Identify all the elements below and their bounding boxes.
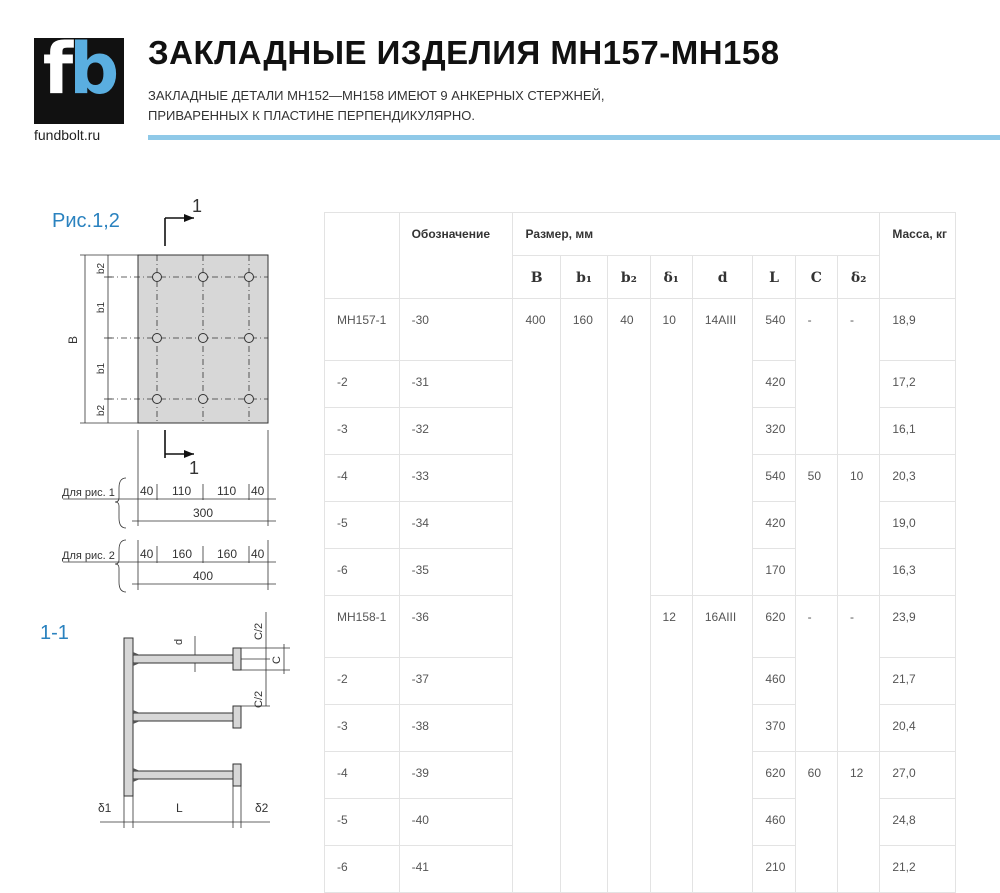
th-designation: Обозначение xyxy=(399,213,513,299)
sec-delta2-label: δ2 xyxy=(255,801,269,815)
cell-mark: МН157-1 xyxy=(325,299,400,361)
fig2-total: 400 xyxy=(193,569,214,583)
fig2-dim-3: 160 xyxy=(217,547,238,561)
sec-delta1-label: δ1 xyxy=(98,801,112,815)
th-size: Размер, мм xyxy=(513,213,880,256)
th-delta2: δ₂ xyxy=(838,256,880,299)
cell-mark: МН158-1 xyxy=(325,596,400,658)
cell-delta2: - xyxy=(838,299,880,455)
cell-code: -41 xyxy=(399,846,513,893)
cell-L: 460 xyxy=(753,799,795,846)
th-L: L xyxy=(753,256,795,299)
cell-code: -40 xyxy=(399,799,513,846)
cell-code: -37 xyxy=(399,658,513,705)
subtitle-line-1: ЗАКЛАДНЫЕ ДЕТАЛИ МН152—МН158 ИМЕЮТ 9 АНКЕРНЫХ СТЕРЖНЕЙ, xyxy=(148,88,605,103)
cell-L: 460 xyxy=(753,658,795,705)
cell-L: 320 xyxy=(753,408,795,455)
cell-delta2: - xyxy=(838,596,880,752)
cell-C: 60 xyxy=(795,752,837,893)
figure-label: Рис.1,2 xyxy=(52,210,120,232)
cell-mark: -5 xyxy=(325,502,400,549)
cell-L: 370 xyxy=(753,705,795,752)
cell-L: 210 xyxy=(753,846,795,893)
vertical-dimension-lines xyxy=(80,255,138,423)
dim-label-b2-top: b2 xyxy=(96,262,107,274)
fig1-total: 300 xyxy=(193,506,214,520)
cell-code: -35 xyxy=(399,549,513,596)
sec-c2-bottom-label: C/2 xyxy=(253,690,265,708)
for-fig2-label: Для рис. 2 xyxy=(62,550,115,562)
cell-B: 400 xyxy=(513,299,560,893)
dim-label-b1-lower: b1 xyxy=(96,362,107,374)
cell-mark: -6 xyxy=(325,846,400,893)
th-b2: b₂ xyxy=(608,256,650,299)
cell-mark: -3 xyxy=(325,408,400,455)
cell-delta2: 10 xyxy=(838,455,880,596)
cell-d: 14АIII xyxy=(692,299,752,596)
cell-mass: 16,3 xyxy=(880,549,956,596)
th-blank xyxy=(325,213,400,299)
cut-mark-bottom: 1 xyxy=(189,458,200,478)
cell-C: 50 xyxy=(795,455,837,596)
sec-c-label: C xyxy=(271,656,283,664)
cell-mark: -2 xyxy=(325,361,400,408)
cell-mass: 21,7 xyxy=(880,658,956,705)
dim-label-b1-upper: b1 xyxy=(96,301,107,313)
subtitle-line-2: ПРИВАРЕННЫХ К ПЛАСТИНЕ ПЕРПЕНДИКУЛЯРНО. xyxy=(148,108,476,123)
cell-code: -34 xyxy=(399,502,513,549)
cell-b2: 40 xyxy=(608,299,650,893)
sec-c2-top-label: C/2 xyxy=(253,622,265,640)
fig1-dim-1: 40 xyxy=(140,484,154,498)
cell-mass: 19,0 xyxy=(880,502,956,549)
sec-L-label: L xyxy=(176,801,183,815)
cell-L: 620 xyxy=(753,596,795,658)
cell-mass: 18,9 xyxy=(880,299,956,361)
technical-drawing xyxy=(0,0,320,850)
cut-mark-top: 1 xyxy=(192,196,203,216)
cell-mark: -6 xyxy=(325,549,400,596)
cell-code: -33 xyxy=(399,455,513,502)
cell-C: - xyxy=(795,596,837,752)
sec-d-label: d xyxy=(173,638,185,645)
th-delta1: δ₁ xyxy=(650,256,692,299)
page-title: ЗАКЛАДНЫЕ ИЗДЕЛИЯ МН157-МН158 xyxy=(148,34,780,71)
fig2-dim-1: 40 xyxy=(140,547,154,561)
cell-mark: -4 xyxy=(325,455,400,502)
cell-mass: 24,8 xyxy=(880,799,956,846)
fig1-dim-3: 110 xyxy=(217,484,237,498)
th-C: C xyxy=(795,256,837,299)
table-row xyxy=(325,299,956,361)
specs-table xyxy=(324,212,956,893)
cell-L: 620 xyxy=(753,752,795,799)
cell-L: 540 xyxy=(753,455,795,502)
cell-mass: 27,0 xyxy=(880,752,956,799)
cell-mark: -2 xyxy=(325,658,400,705)
cell-d: 16АIII xyxy=(692,596,752,893)
section-label: 1-1 xyxy=(40,622,69,644)
cell-mass: 17,2 xyxy=(880,361,956,408)
cell-L: 540 xyxy=(753,299,795,361)
th-d: d xyxy=(692,256,752,299)
cell-mark: -4 xyxy=(325,752,400,799)
cell-mark: -3 xyxy=(325,705,400,752)
cell-code: -39 xyxy=(399,752,513,799)
cell-code: -36 xyxy=(399,596,513,658)
cell-code: -31 xyxy=(399,361,513,408)
cell-mass: 20,4 xyxy=(880,705,956,752)
cell-L: 420 xyxy=(753,361,795,408)
dim-label-b2-bottom: b2 xyxy=(96,404,107,416)
fig2-dim-4: 40 xyxy=(251,547,265,561)
cell-mass: 16,1 xyxy=(880,408,956,455)
fig1-dim-2: 110 xyxy=(172,484,192,498)
th-b1: b₁ xyxy=(560,256,607,299)
cell-mass: 21,2 xyxy=(880,846,956,893)
th-mass: Масса, кг xyxy=(880,213,956,299)
cell-code: -30 xyxy=(399,299,513,361)
cell-delta1: 12 xyxy=(650,596,692,893)
cell-delta2: 12 xyxy=(838,752,880,893)
cell-L: 420 xyxy=(753,502,795,549)
cell-L: 170 xyxy=(753,549,795,596)
cell-delta1: 10 xyxy=(650,299,692,596)
cell-b1: 160 xyxy=(560,299,607,893)
fig2-dim-2: 160 xyxy=(172,547,193,561)
th-B: В xyxy=(513,256,560,299)
logo-letter-f: f xyxy=(42,28,70,110)
specs-table-wrapper xyxy=(324,212,956,893)
cell-code: -38 xyxy=(399,705,513,752)
cell-code: -32 xyxy=(399,408,513,455)
cell-mass: 20,3 xyxy=(880,455,956,502)
cell-mass: 23,9 xyxy=(880,596,956,658)
for-fig1-label: Для рис. 1 xyxy=(62,487,115,499)
cell-C: - xyxy=(795,299,837,455)
cell-mark: -5 xyxy=(325,799,400,846)
site-url[interactable]: fundbolt.ru xyxy=(34,127,101,143)
fig1-dim-4: 40 xyxy=(251,484,265,498)
section-view xyxy=(98,612,290,828)
logo-letter-b: b xyxy=(69,28,116,110)
dim-label-B: В xyxy=(66,335,80,344)
